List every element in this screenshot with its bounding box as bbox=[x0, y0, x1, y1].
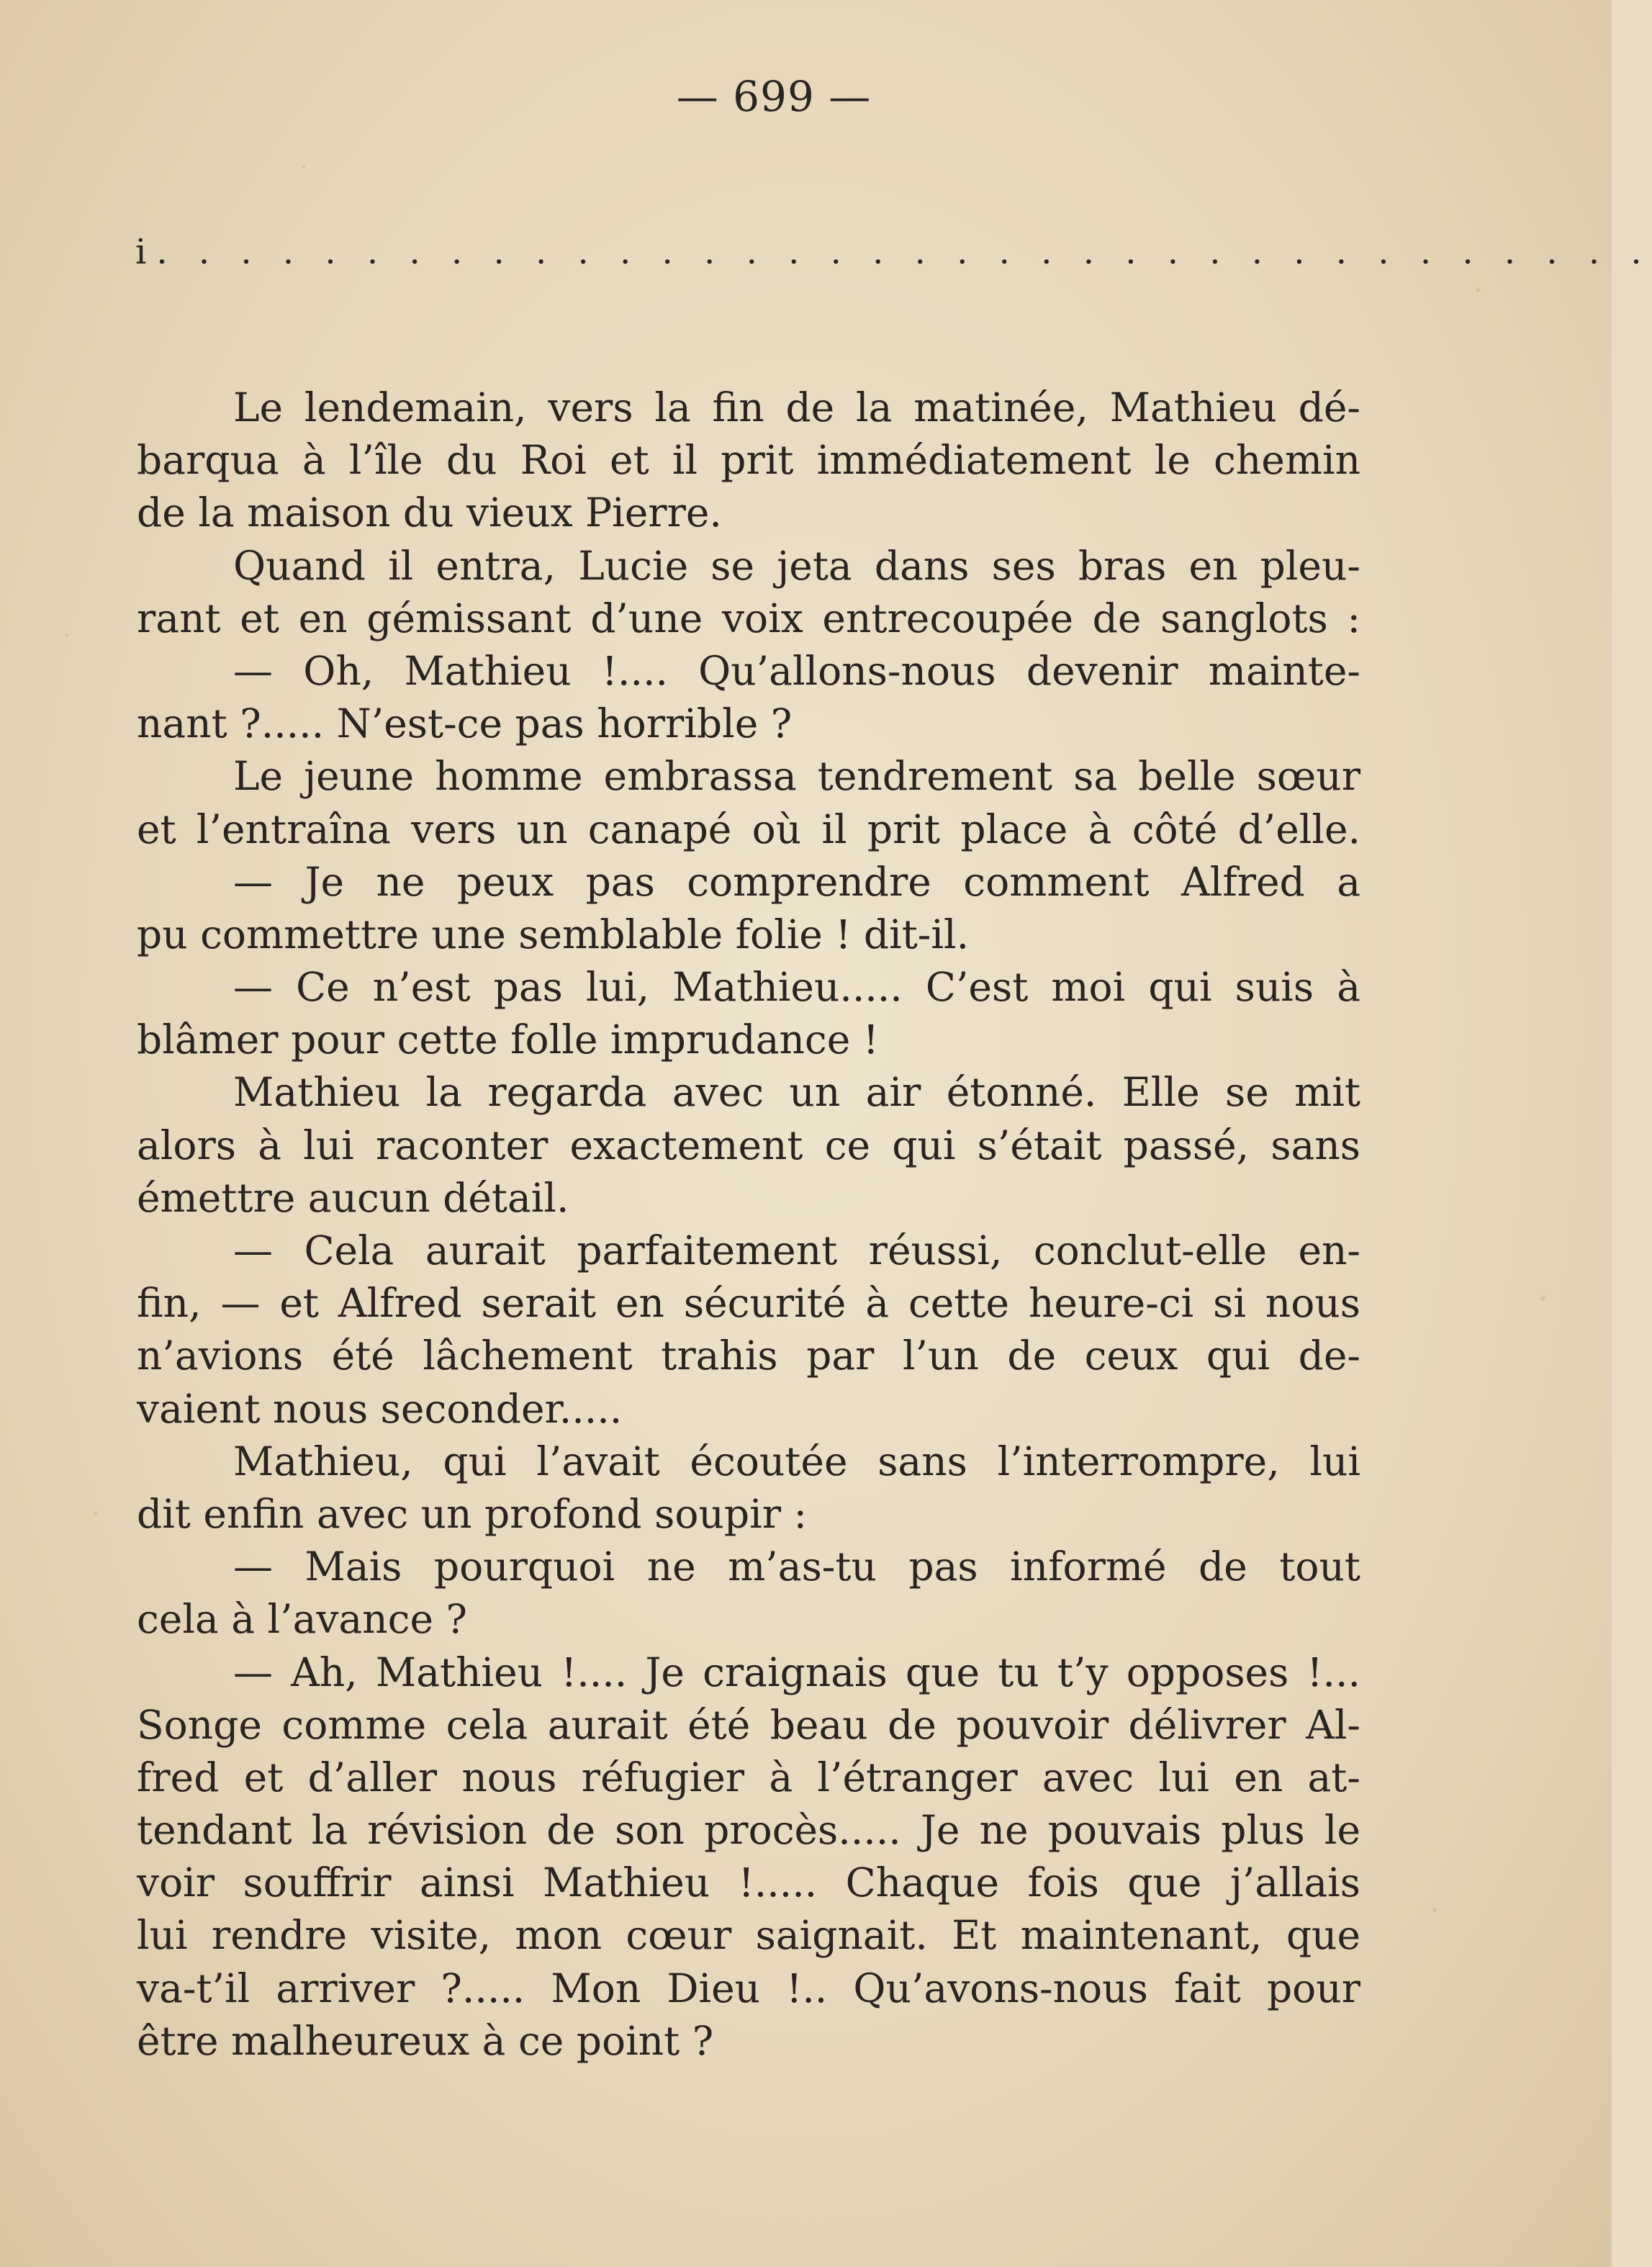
text-line: nant ?..... N’est-ce pas horrible ? bbox=[137, 700, 793, 747]
page-number: — 699 — bbox=[676, 72, 872, 121]
text-line: — Ce n’est pas lui, Mathieu..... C’est moi qui suis à bbox=[233, 964, 1360, 1011]
paper-speck bbox=[1476, 288, 1480, 292]
text-line: Mathieu, qui l’avait écoutée sans l’interrompre, lui bbox=[233, 1438, 1360, 1484]
text-line: va-t’il arriver ?..... Mon Dieu !.. Qu’avons-nous fait pour bbox=[137, 1965, 1360, 2011]
text-line: lui rendre visite, mon cœur saignait. Et maintenant, que bbox=[137, 1912, 1360, 1959]
text-line: Le jeune homme embrassa tendrement sa belle sœur bbox=[233, 753, 1360, 800]
text-line: — Ah, Mathieu !.... Je craignais que tu t’y opposes !... bbox=[233, 1649, 1360, 1695]
text-line: fin, — et Alfred serait en sécurité à cette heure-ci si nous bbox=[137, 1280, 1360, 1327]
body-text bbox=[137, 382, 1360, 2068]
text-line: être malheureux à ce point ? bbox=[137, 2017, 714, 2064]
text-line: pu commettre une semblable folie ! dit-il. bbox=[137, 911, 970, 957]
text-line: — Je ne peux pas comprendre comment Alfred a bbox=[233, 858, 1360, 905]
text-line: rant et en gémissant d’une voix entrecoupée de sanglots : bbox=[137, 595, 1360, 641]
text-line: cela à l’avance ? bbox=[137, 1596, 467, 1643]
text-line: et l’entraîna vers un canapé où il prit place à côté d’elle. bbox=[137, 806, 1360, 852]
text-line: Mathieu la regarda avec un air étonné. Elle se mit bbox=[233, 1069, 1360, 1116]
text-line: blâmer pour cette folle imprudance ! bbox=[137, 1017, 879, 1063]
text-line: vaient nous seconder..... bbox=[137, 1385, 623, 1432]
paper-speck bbox=[1540, 1296, 1545, 1301]
text-line: Le lendemain, vers la fin de la matinée, Mathieu dé- bbox=[233, 384, 1360, 431]
paper-speck bbox=[65, 634, 68, 637]
text-line: n’avions été lâchement trahis par l’un de ceux qui de- bbox=[137, 1333, 1360, 1379]
text-line: voir souffrir ainsi Mathieu !..... Chaque fois que j’allais bbox=[137, 1860, 1360, 1906]
text-line: émettre aucun détail. bbox=[137, 1174, 569, 1221]
text-line: — Mais pourquoi ne m’as-tu pas informé de tout bbox=[233, 1543, 1360, 1590]
text-line: Quand il entra, Lucie se jeta dans ses bras en pleu- bbox=[233, 542, 1360, 589]
text-line: alors à lui raconter exactement ce qui s’était passé, sans bbox=[137, 1122, 1360, 1168]
text-line: — Cela aurait parfaitement réussi, conclut-elle en- bbox=[233, 1227, 1360, 1274]
section-separator: i. . . . . . . . . . . . . . . . . . . . . . . . . . . . . . . . . . . . bbox=[135, 232, 1652, 272]
paper-speck bbox=[94, 1512, 97, 1515]
text-line: Songe comme cela aurait été beau de pouvoir délivrer Al- bbox=[137, 1701, 1360, 1748]
text-line: barqua à l’île du Roi et il prit immédiatement le chemin bbox=[137, 437, 1360, 484]
text-line: de la maison du vieux Pierre. bbox=[137, 490, 722, 536]
text-line: — Oh, Mathieu !.... Qu’allons-nous devenir mainte- bbox=[233, 647, 1360, 694]
paper-speck bbox=[302, 166, 305, 168]
text-line: dit enfin avec un profond soupir : bbox=[137, 1490, 808, 1537]
paper-speck bbox=[1432, 1908, 1437, 1912]
text-line: tendant la révision de son procès..... Je ne pouvais plus le bbox=[137, 1807, 1360, 1854]
text-line: fred et d’aller nous réfugier à l’étranger avec lui en at- bbox=[137, 1754, 1360, 1800]
